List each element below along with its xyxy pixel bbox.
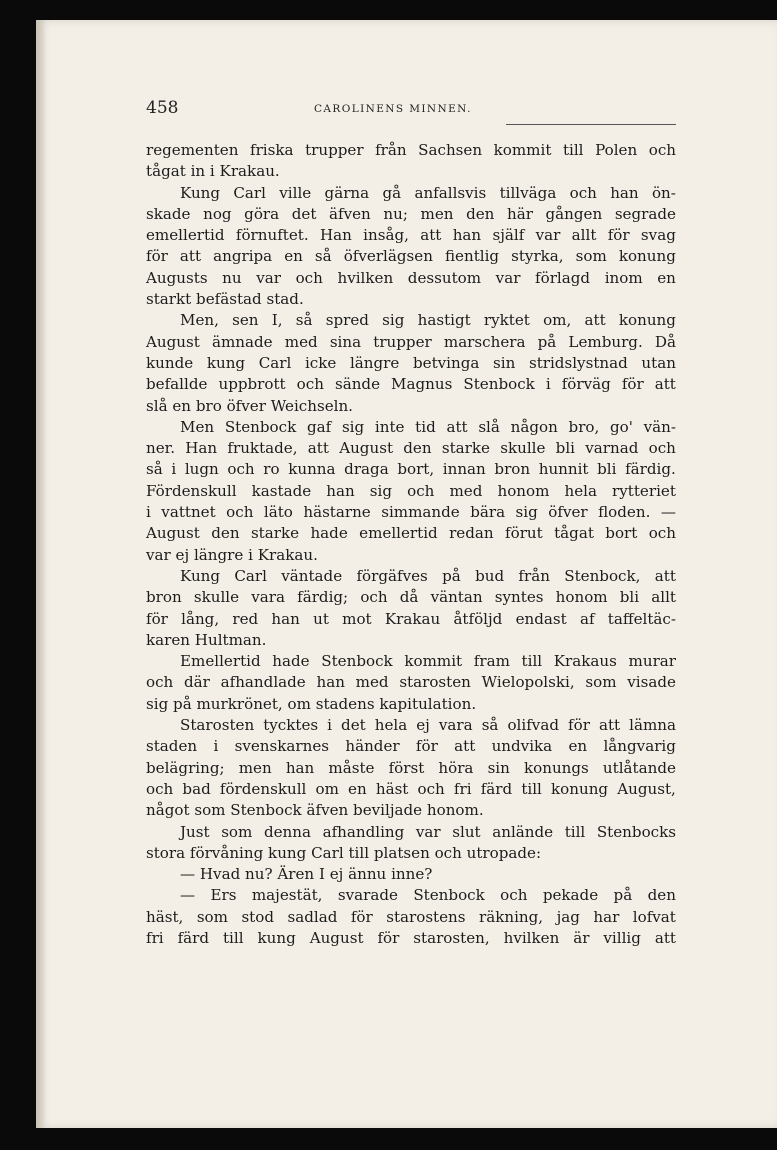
text-line: skade nog göra det äfven nu; men den här gången segrade [146, 204, 676, 223]
text-line: Augusts nu var och hvilken dessutom var förlagd inom en [146, 268, 676, 287]
page-number: 458 [146, 98, 179, 118]
text-line: karen Hultman. [146, 630, 267, 649]
page-spine-shadow [36, 20, 46, 1128]
text-line: — Ers majestät, svarade Stenbock och pekade på den [180, 886, 676, 905]
text-line: befallde uppbrott och sände Magnus Stenbock i förväg för att [146, 375, 676, 394]
text-line: bron skulle vara färdig; och då väntan syntes honom bli allt [146, 588, 676, 607]
header-rule [506, 124, 676, 125]
body-text [146, 140, 676, 949]
text-line: August den starke hade emellertid redan förut tågat bort och [146, 524, 676, 543]
running-title: CAROLINENS MINNEN. [314, 103, 472, 115]
text-line: så i lugn och ro kunna draga bort, innan bron hunnit bli färdig. [146, 460, 676, 479]
text-line: Starosten tycktes i det hela ej vara så olifvad för att lämna [180, 716, 676, 735]
text-line: Emellertid hade Stenbock kommit fram till Krakaus murar [180, 652, 676, 671]
text-line: och bad fördenskull om en häst och fri färd till konung August, [146, 779, 676, 798]
text-line: tågat in i Krakau. [146, 162, 280, 181]
text-line: för lång, red han ut mot Krakau åtföljd endast af taffeltäc- [146, 609, 676, 628]
text-line: något som Stenbock äfven beviljade honom. [146, 801, 484, 820]
text-line: Men, sen I, så spred sig hastigt ryktet om, att konung [180, 311, 676, 330]
text-line: belägring; men han måste först höra sin konungs utlåtande [146, 758, 676, 777]
text-line: sig på murkrönet, om stadens kapitulation. [146, 694, 477, 713]
text-line: Just som denna afhandling var slut anlände till Stenbocks [180, 822, 676, 841]
text-line: stora förvåning kung Carl till platsen och utropade: [146, 843, 542, 862]
text-line: var ej längre i Krakau. [146, 545, 318, 564]
text-line: i vattnet och läto hästarne simmande bära sig öfver floden. — [146, 503, 676, 522]
text-line: Kung Carl väntade förgäfves på bud från Stenbock, att [180, 566, 676, 585]
text-line: starkt befästad stad. [146, 290, 304, 309]
text-line: regementen friska trupper från Sachsen kommit till Polen och [146, 141, 676, 159]
text-line: Kung Carl ville gärna gå anfallsvis tillväga och han ön- [180, 183, 676, 202]
text-line: slå en bro öfver Weichseln. [146, 396, 353, 415]
text-line: och där afhandlade han med starosten Wielopolski, som visade [146, 673, 676, 692]
text-line: staden i svenskarnes händer för att undvika en långvarig [146, 737, 676, 756]
text-line: Fördenskull kastade han sig och med honom hela rytteriet [146, 481, 676, 500]
page-header [146, 98, 676, 120]
text-line: kunde kung Carl icke längre betvinga sin stridslystnad utan [146, 353, 676, 372]
text-line: för att angripa en så öfverlägsen fientlig styrka, som konung [146, 247, 676, 266]
text-line: fri färd till kung August för starosten, hvilken är villig att [146, 928, 676, 947]
text-line: häst, som stod sadlad för starostens räkning, jag har lofvat [146, 907, 676, 926]
text-line: ner. Han fruktade, att August den starke skulle bli varnad och [146, 439, 676, 458]
text-line: — Hvad nu? Ären I ej ännu inne? [180, 865, 433, 884]
text-line: August ämnade med sina trupper marschera på Lemburg. Då [146, 332, 676, 351]
text-line: emellertid förnuftet. Han insåg, att han själf var allt för svag [146, 226, 676, 245]
text-line: Men Stenbock gaf sig inte tid att slå någon bro, go' vän- [180, 417, 676, 436]
